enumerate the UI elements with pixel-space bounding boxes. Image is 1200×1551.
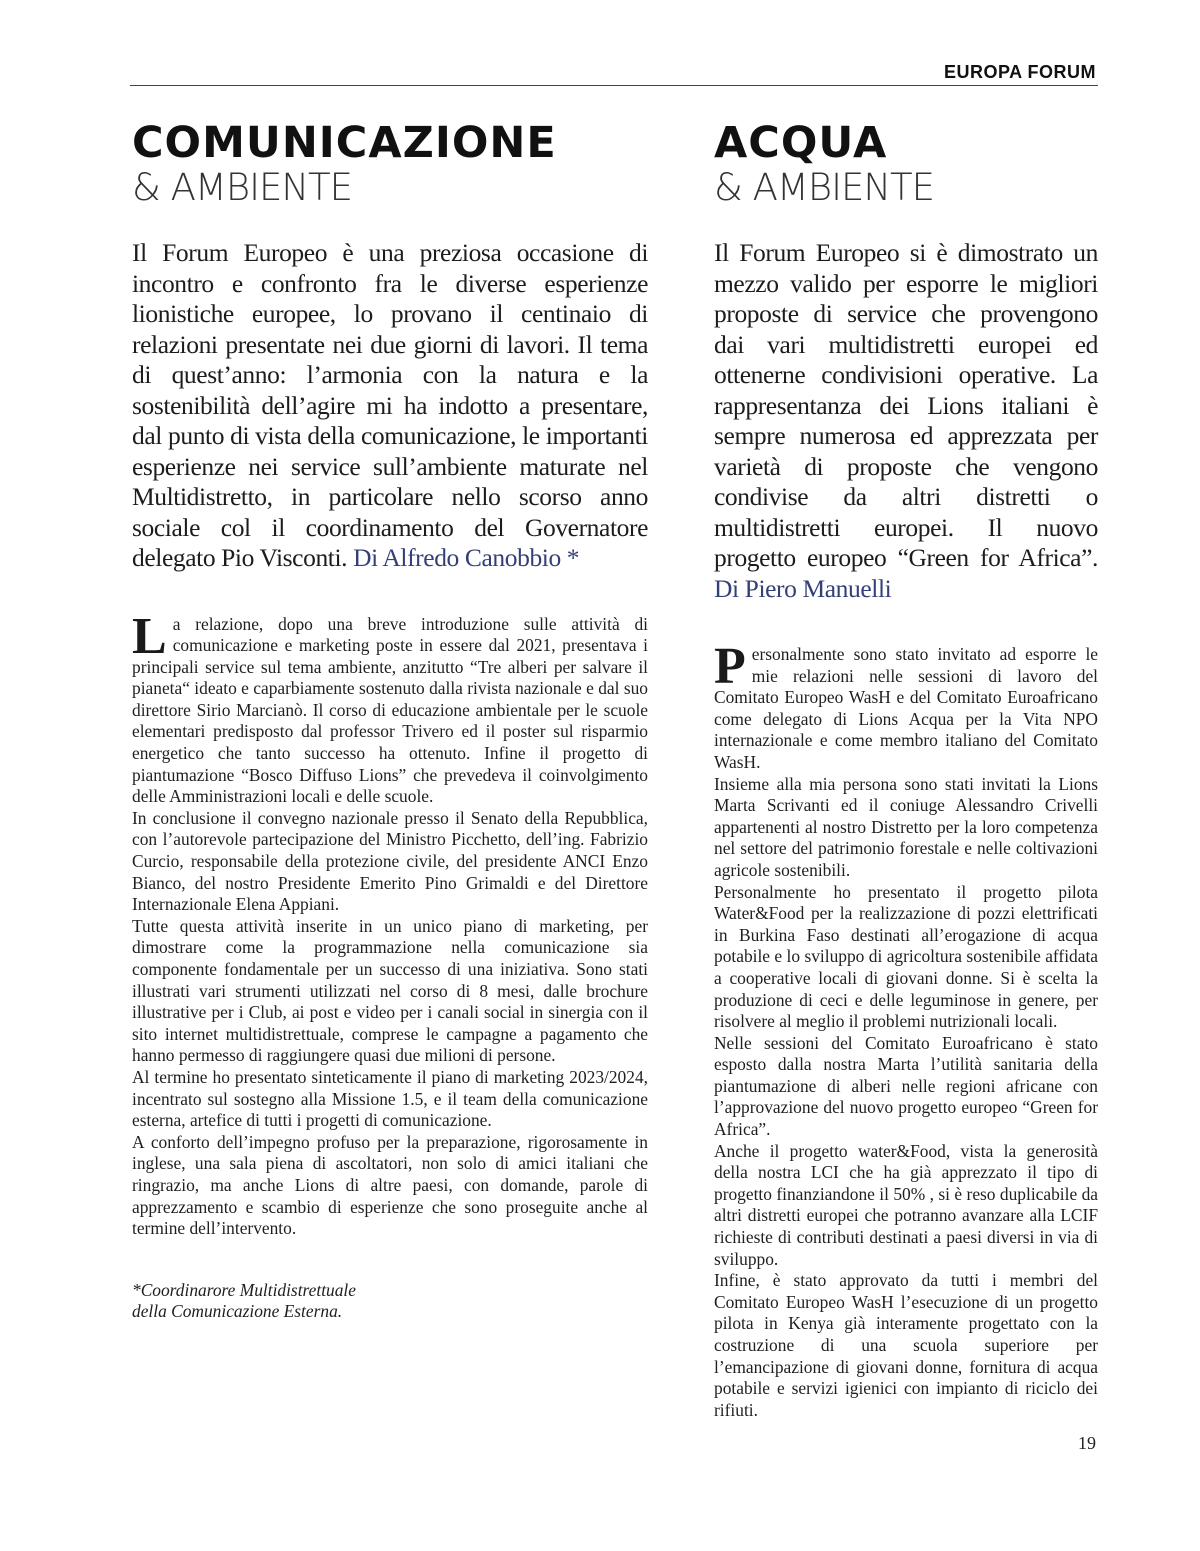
drop-cap: P [714,638,746,695]
body-paragraph [132,607,648,808]
body-paragraph: Infine, è stato approvato da tutti i membri del Comitato Europeo WasH l’esecuzione di un progetto pilota in Kenya già interamente progettato con la costruzione di una scuola superiore per l’emancipazione di giovani donne, fornitura di acqua potabile e servizi igienici con impianto di riciclo dei rifiuti. [714,1270,1098,1420]
page-number: 19 [1078,1433,1096,1453]
body-paragraph: A conforto dell’impegno profuso per la preparazione, rigorosamente in inglese, una sala piena di ascoltatori, non solo di amici italiani che ringrazio, ma anche Lions di altre paesi, con domande, parole di apprezzamento e scambio di esperienze che sono proseguite anche al termine dell’intervento. [132,1131,648,1239]
footnote-line: della Comunicazione Esterna. [132,1301,343,1322]
article-title: ACQUA [714,118,888,168]
body-paragraph: Al termine ho presentato sinteticamente il piano di marketing 2023/2024, incentrato sul sostegno alla Missione 1.5, e il team della comunicazione esterna, artefice di tutti i progetti di comunicazione. [132,1066,648,1131]
byline: Di Alfredo Canobbio * [353,543,580,572]
body-paragraph [714,638,1098,774]
article-lead [132,238,648,574]
drop-cap: L [132,607,167,665]
article-lead [714,238,1098,604]
author-footnote [132,1280,648,1323]
article-subtitle: & AMBIENTE [132,166,353,209]
body-paragraph: Personalmente ho presentato il progetto pilota Water&Food per la realizzazione di pozzi elettrificati in Burkina Faso destinati all’erogazione di acqua potabile e lo sviluppo di agricoltura sostenibile affidata a cooperative locali di giovani donne. Si è scelta la produzione di ceci e delle leguminose in genere, per risolvere al meglio il problemi nutrizionali locali. [714,881,1098,1032]
article-comunicazione [132,118,648,1323]
header-rule [130,85,1098,86]
body-paragraph: Tutte questa attività inserite in un unico piano di marketing, per dimostrare come la programmazione nella comunicazione sia componente fondamentale per un successo di una iniziativa. Sono stati illustrati vari strumenti utilizzati nel corso di 8 mesi, dalle brochure illustrative per i Club, ai post e video per i canali social in sinergia con il sito internet multidistrettuale, comprese le campagne a pagamento che hanno permesso di raggiungere quasi due milioni di persone. [132,915,648,1066]
lead-text: Il Forum Europeo è una preziosa occasione di incontro e confronto fra le diverse esperienze lionistiche europee, lo provano il centinaio di relazioni presentate nei due giorni di lavori. Il tema di quest’anno: l’armonia con la natura e la sostenibilità dell’agire mi ha indotto a presentare, dal punto di vista della comunicazione, le importanti esperienze nei service sull’ambiente maturate nel Multidistretto, in particolare nello scorso anno sociale col il coordinamento del Governatore delegato Pio Visconti. [132,238,648,572]
lead-text: Il Forum Europeo si è dimostrato un mezzo valido per esporre le migliori proposte di service che provengono dai vari multidistretti europei ed ottenerne condivisioni operative. La rappresentanza dei Lions italiani è sempre numerosa ed apprezzata per varietà di proposte che vengono condivise da altri distretti o multidistretti europei. Il nuovo progetto europeo “Green for Africa”. [714,238,1098,572]
paragraph-text: a relazione, dopo una breve introduzione sulle attività di comunicazione e marketing poste in essere dal 2021, presentava i principali service sul tema ambiente, anzitutto “Tre alberi per salvare il pianeta“ ideato e caparbiamente sostenuto dalla rivista nazionale e dal suo direttore Sirio Marcianò. Il corso di educazione ambientale per le scuole elementari predisposto dal professor Trivero ed il poster sul risparmio energetico che tanto successo ha ottenuto. Infine il progetto di piantumazione “Bosco Diffuso Lions” che prevedeva il coinvolgimento delle Amministrazioni locali e delle scuole. [132,613,648,807]
footnote-line: *Coordinarore Multidistrettuale [132,1279,356,1300]
body-paragraph: Nelle sessioni del Comitato Euroafricano è stato esposto dalla nostra Marta l’utilità sanitaria della piantumazione di alberi nelle regioni africane con l’approvazione del nuovo progetto europeo “Green for Africa”. [714,1032,1098,1140]
article-title: COMUNICAZIONE [132,118,557,168]
article-body [132,607,648,1240]
byline: Di Piero Manuelli [714,573,892,603]
article-body [714,638,1098,1421]
body-paragraph: In conclusione il convegno nazionale presso il Senato della Repubblica, con l’autorevole partecipazione del Ministro Picchetto, dell’ing. Fabrizio Curcio, responsabile della protezione civile, del presidente ANCI Enzo Bianco, del nostro Presidente Emerito Pino Grimaldi e del Direttore Internazionale Elena Appiani. [132,807,648,915]
section-label: EUROPA FORUM [944,62,1096,82]
article-acqua [714,118,1098,1421]
paragraph-text: ersonalmente sono stato invitato ad esporre le mie relazioni nelle sessioni di lavoro del Comitato Europeo WasH e del Comitato Euroafricano come delegato di Lions Acqua per la Vita NPO internazionale e come membro italiano del Comitato WasH. [714,644,1098,772]
body-paragraph: Insieme alla mia persona sono stati invitati la Lions Marta Scrivanti ed il coniuge Alessandro Crivelli appartenenti al nostro Distretto per la loro competenza nel settore del patrimonio forestale e nelle coltivazioni agricole sostenibili. [714,773,1098,880]
article-subtitle: & AMBIENTE [714,166,935,209]
body-paragraph: Anche il progetto water&Food, vista la generosità della nostra LCI che ha già apprezzato il tipo di progetto finanziandone il 50% , si è reso duplicabile da altri distretti europei che potranno avanzare alla LCIF richieste di contributi destinati a paesi diversi in via di sviluppo. [714,1140,1098,1269]
